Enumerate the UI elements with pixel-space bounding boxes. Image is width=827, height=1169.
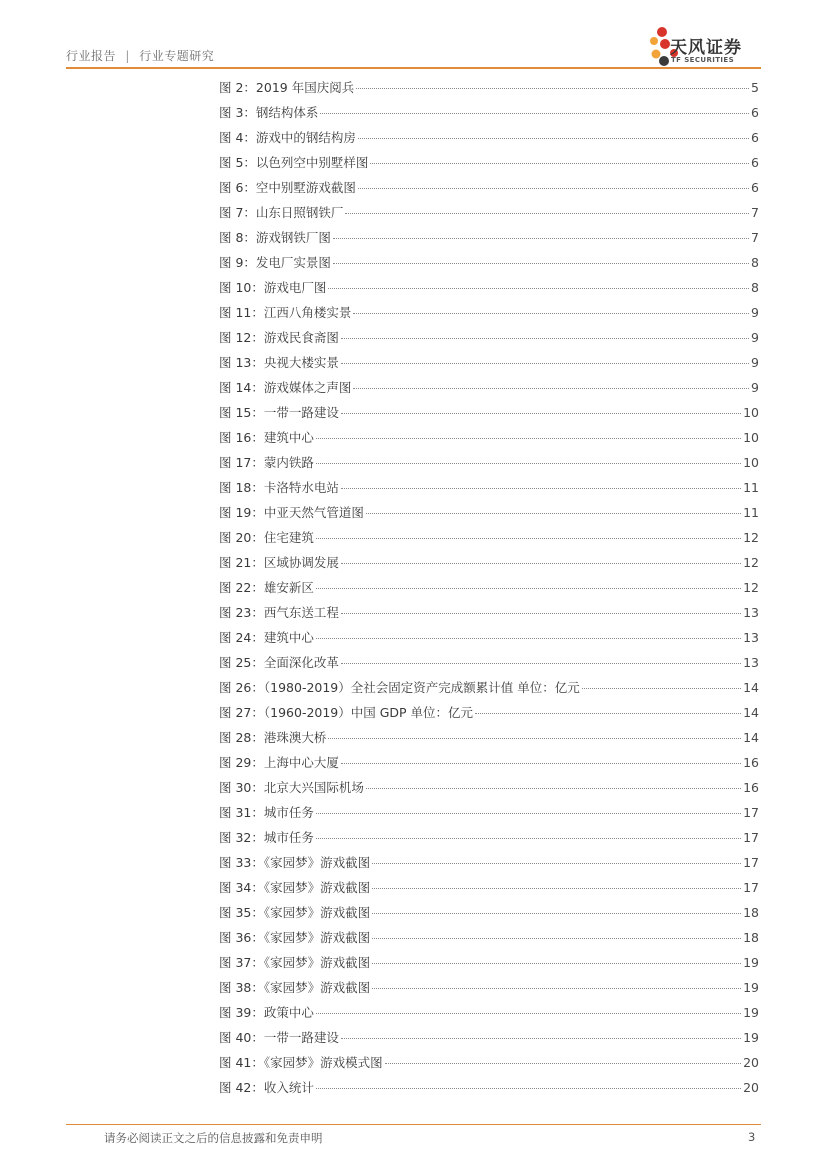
toc-entry-page: 7 <box>751 205 759 220</box>
toc-entry-label: 图 26：（1980-2019）全社会固定资产完成额累计值 单位：亿元 <box>219 680 580 695</box>
toc-entry-page: 17 <box>743 855 759 870</box>
toc-leader-dots <box>372 962 741 964</box>
toc-entry-page: 10 <box>743 455 759 470</box>
toc-leader-dots <box>356 87 749 89</box>
toc-entry-label: 图 24：建筑中心 <box>219 630 314 645</box>
toc-entry-label: 图 12：游戏民食斋图 <box>219 330 339 345</box>
toc-entry-page: 13 <box>743 630 759 645</box>
toc-entry-label: 图 37：《家园梦》游戏截图 <box>219 955 371 970</box>
toc-entry-label: 图 41：《家园梦》游戏模式图 <box>219 1055 383 1070</box>
toc-entry-page: 19 <box>743 955 759 970</box>
toc-leader-dots <box>316 587 741 589</box>
toc-entry-page: 20 <box>743 1055 759 1070</box>
toc-entry-page: 17 <box>743 830 759 845</box>
toc-entry-page: 18 <box>743 930 759 945</box>
toc-entry-page: 17 <box>743 880 759 895</box>
toc-entry-page: 19 <box>743 1005 759 1020</box>
toc-leader-dots <box>372 912 741 914</box>
toc-entry-label: 图 27：（1960-2019）中国 GDP 单位：亿元 <box>219 705 474 720</box>
toc-entry[interactable] <box>219 975 759 1000</box>
toc-entry-label: 图 7：山东日照钢铁厂 <box>219 205 344 220</box>
toc-leader-dots <box>358 187 749 189</box>
toc-entry-label: 图 34：《家园梦》游戏截图 <box>219 880 371 895</box>
toc-entry[interactable] <box>219 1025 759 1050</box>
toc-entry[interactable] <box>219 600 759 625</box>
toc-entry[interactable] <box>219 225 759 250</box>
toc-leader-dots <box>358 137 749 139</box>
toc-entry-page: 13 <box>743 655 759 670</box>
toc-leader-dots <box>316 462 741 464</box>
toc-entry[interactable] <box>219 1075 759 1100</box>
toc-entry[interactable] <box>219 350 759 375</box>
toc-leader-dots <box>316 812 741 814</box>
toc-entry-page: 12 <box>743 580 759 595</box>
toc-entry-page: 6 <box>751 180 759 195</box>
toc-entry[interactable] <box>219 700 759 725</box>
toc-entry-label: 图 4：游戏中的钢结构房 <box>219 130 356 145</box>
toc-leader-dots <box>372 862 741 864</box>
toc-entry-label: 图 13：央视大楼实景 <box>219 355 339 370</box>
toc-leader-dots <box>370 162 749 164</box>
toc-entry-label: 图 6：空中别墅游戏截图 <box>219 180 356 195</box>
toc-leader-dots <box>333 262 749 264</box>
toc-entry-label: 图 35：《家园梦》游戏截图 <box>219 905 371 920</box>
toc-leader-dots <box>341 662 741 664</box>
toc-entry-label: 图 40：一带一路建设 <box>219 1030 339 1045</box>
toc-leader-dots <box>341 562 741 564</box>
brand-name: 天风证券 <box>670 38 742 58</box>
toc-entry-page: 13 <box>743 605 759 620</box>
page-number: 3 <box>748 1130 756 1144</box>
toc-entry[interactable] <box>219 375 759 400</box>
toc-entry[interactable] <box>219 250 759 275</box>
toc-entry-label: 图 21：区域协调发展 <box>219 555 339 570</box>
toc-entry-page: 19 <box>743 980 759 995</box>
toc-entry[interactable] <box>219 450 759 475</box>
toc-leader-dots <box>385 1062 741 1064</box>
toc-entry[interactable] <box>219 75 759 100</box>
toc-leader-dots <box>341 412 741 414</box>
toc-leader-dots <box>316 1087 741 1089</box>
toc-entry[interactable] <box>219 400 759 425</box>
toc-entry-label: 图 19：中亚天然气管道图 <box>219 505 364 520</box>
toc-leader-dots <box>366 512 741 514</box>
toc-entry-page: 16 <box>743 755 759 770</box>
toc-entry-page: 12 <box>743 530 759 545</box>
toc-entry[interactable] <box>219 125 759 150</box>
toc-entry-page: 10 <box>743 405 759 420</box>
toc-entry-page: 7 <box>751 230 759 245</box>
toc-entry-page: 9 <box>751 355 759 370</box>
toc-leader-dots <box>316 537 741 539</box>
toc-leader-dots <box>316 837 741 839</box>
toc-entry[interactable] <box>219 675 759 700</box>
toc-entry-label: 图 38：《家园梦》游戏截图 <box>219 980 371 995</box>
toc-entry-label: 图 10：游戏电厂图 <box>219 280 327 295</box>
footer-disclaimer: 请务必阅读正文之后的信息披露和免责申明 <box>104 1131 323 1145</box>
toc-entry[interactable] <box>219 800 759 825</box>
toc-entry[interactable] <box>219 875 759 900</box>
toc-entry[interactable] <box>219 525 759 550</box>
toc-entry-page: 9 <box>751 380 759 395</box>
toc-entry-label: 图 31：城市任务 <box>219 805 314 820</box>
toc-entry-page: 11 <box>743 505 759 520</box>
toc-leader-dots <box>341 337 749 339</box>
toc-entry[interactable] <box>219 100 759 125</box>
toc-entry-page: 9 <box>751 330 759 345</box>
toc-entry-page: 17 <box>743 805 759 820</box>
figure-list <box>219 75 759 1100</box>
toc-entry-label: 图 11：江西八角楼实景 <box>219 305 352 320</box>
toc-entry[interactable] <box>219 150 759 175</box>
toc-entry-page: 16 <box>743 780 759 795</box>
toc-entry-page: 10 <box>743 430 759 445</box>
toc-leader-dots <box>366 787 741 789</box>
toc-leader-dots <box>372 937 741 939</box>
toc-entry-label: 图 3：钢结构体系 <box>219 105 319 120</box>
toc-entry-page: 14 <box>743 680 759 695</box>
toc-entry-label: 图 8：游戏钢铁厂图 <box>219 230 331 245</box>
toc-entry[interactable] <box>219 750 759 775</box>
toc-entry-page: 12 <box>743 555 759 570</box>
toc-entry[interactable] <box>219 575 759 600</box>
toc-entry-label: 图 33：《家园梦》游戏截图 <box>219 855 371 870</box>
toc-leader-dots <box>320 112 749 114</box>
report-category: 行业报告 <box>66 49 117 63</box>
toc-entry-label: 图 32：城市任务 <box>219 830 314 845</box>
toc-entry-label: 图 30：北京大兴国际机场 <box>219 780 364 795</box>
toc-entry-label: 图 23：西气东送工程 <box>219 605 339 620</box>
toc-leader-dots <box>316 437 741 439</box>
toc-entry-label: 图 20：住宅建筑 <box>219 530 314 545</box>
toc-leader-dots <box>341 612 741 614</box>
footer-divider <box>66 1124 761 1125</box>
toc-entry-page: 6 <box>751 130 759 145</box>
toc-entry[interactable] <box>219 325 759 350</box>
toc-entry-label: 图 42：收入统计 <box>219 1080 314 1095</box>
toc-leader-dots <box>341 362 749 364</box>
toc-entry-page: 20 <box>743 1080 759 1095</box>
toc-leader-dots <box>328 737 741 739</box>
report-subcategory: 行业专题研究 <box>139 49 215 63</box>
toc-leader-dots <box>341 762 741 764</box>
toc-entry[interactable] <box>219 825 759 850</box>
toc-entry[interactable] <box>219 175 759 200</box>
toc-entry[interactable] <box>219 650 759 675</box>
toc-entry-page: 6 <box>751 155 759 170</box>
toc-entry-label: 图 36：《家园梦》游戏截图 <box>219 930 371 945</box>
toc-entry[interactable] <box>219 1000 759 1025</box>
toc-entry-page: 8 <box>751 255 759 270</box>
brand-subtitle: TF SECURITIES <box>671 56 735 64</box>
toc-entry-label: 图 16：建筑中心 <box>219 430 314 445</box>
toc-entry[interactable] <box>219 925 759 950</box>
toc-entry-page: 9 <box>751 305 759 320</box>
header-separator: | <box>125 49 130 63</box>
toc-leader-dots <box>333 237 749 239</box>
toc-entry-page: 14 <box>743 705 759 720</box>
toc-entry[interactable] <box>219 775 759 800</box>
toc-entry[interactable] <box>219 625 759 650</box>
report-header <box>66 47 214 64</box>
toc-entry[interactable] <box>219 425 759 450</box>
toc-entry-label: 图 2：2019 年国庆阅兵 <box>219 80 355 95</box>
toc-entry-label: 图 5：以色列空中别墅样图 <box>219 155 369 170</box>
toc-entry[interactable] <box>219 725 759 750</box>
toc-leader-dots <box>341 487 741 489</box>
toc-entry-label: 图 14：游戏媒体之声图 <box>219 380 352 395</box>
toc-leader-dots <box>582 687 741 689</box>
toc-entry-label: 图 28：港珠澳大桥 <box>219 730 327 745</box>
toc-leader-dots <box>316 637 741 639</box>
toc-leader-dots <box>341 1037 741 1039</box>
toc-entry-page: 18 <box>743 905 759 920</box>
toc-leader-dots <box>316 1012 741 1014</box>
toc-entry-page: 6 <box>751 105 759 120</box>
toc-entry-label: 图 17：蒙内铁路 <box>219 455 314 470</box>
toc-entry-page: 19 <box>743 1030 759 1045</box>
toc-entry-label: 图 18：卡洛特水电站 <box>219 480 339 495</box>
toc-entry[interactable] <box>219 900 759 925</box>
toc-leader-dots <box>372 887 741 889</box>
toc-entry[interactable] <box>219 500 759 525</box>
toc-leader-dots <box>345 212 749 214</box>
toc-entry-label: 图 15：一带一路建设 <box>219 405 339 420</box>
toc-leader-dots <box>475 712 741 714</box>
toc-entry[interactable] <box>219 475 759 500</box>
toc-entry[interactable] <box>219 950 759 975</box>
toc-leader-dots <box>372 987 741 989</box>
toc-entry-label: 图 25：全面深化改革 <box>219 655 339 670</box>
header-divider <box>66 67 761 69</box>
toc-entry[interactable] <box>219 200 759 225</box>
toc-entry[interactable] <box>219 300 759 325</box>
toc-entry[interactable] <box>219 550 759 575</box>
toc-entry[interactable] <box>219 1050 759 1075</box>
toc-entry-page: 5 <box>751 80 759 95</box>
toc-leader-dots <box>353 387 749 389</box>
toc-entry[interactable] <box>219 275 759 300</box>
toc-leader-dots <box>328 287 749 289</box>
toc-entry-label: 图 39：政策中心 <box>219 1005 314 1020</box>
toc-entry[interactable] <box>219 850 759 875</box>
toc-entry-label: 图 29：上海中心大厦 <box>219 755 339 770</box>
toc-entry-label: 图 9：发电厂实景图 <box>219 255 331 270</box>
toc-leader-dots <box>353 312 749 314</box>
toc-entry-label: 图 22：雄安新区 <box>219 580 314 595</box>
toc-entry-page: 14 <box>743 730 759 745</box>
toc-entry-page: 11 <box>743 480 759 495</box>
toc-entry-page: 8 <box>751 280 759 295</box>
